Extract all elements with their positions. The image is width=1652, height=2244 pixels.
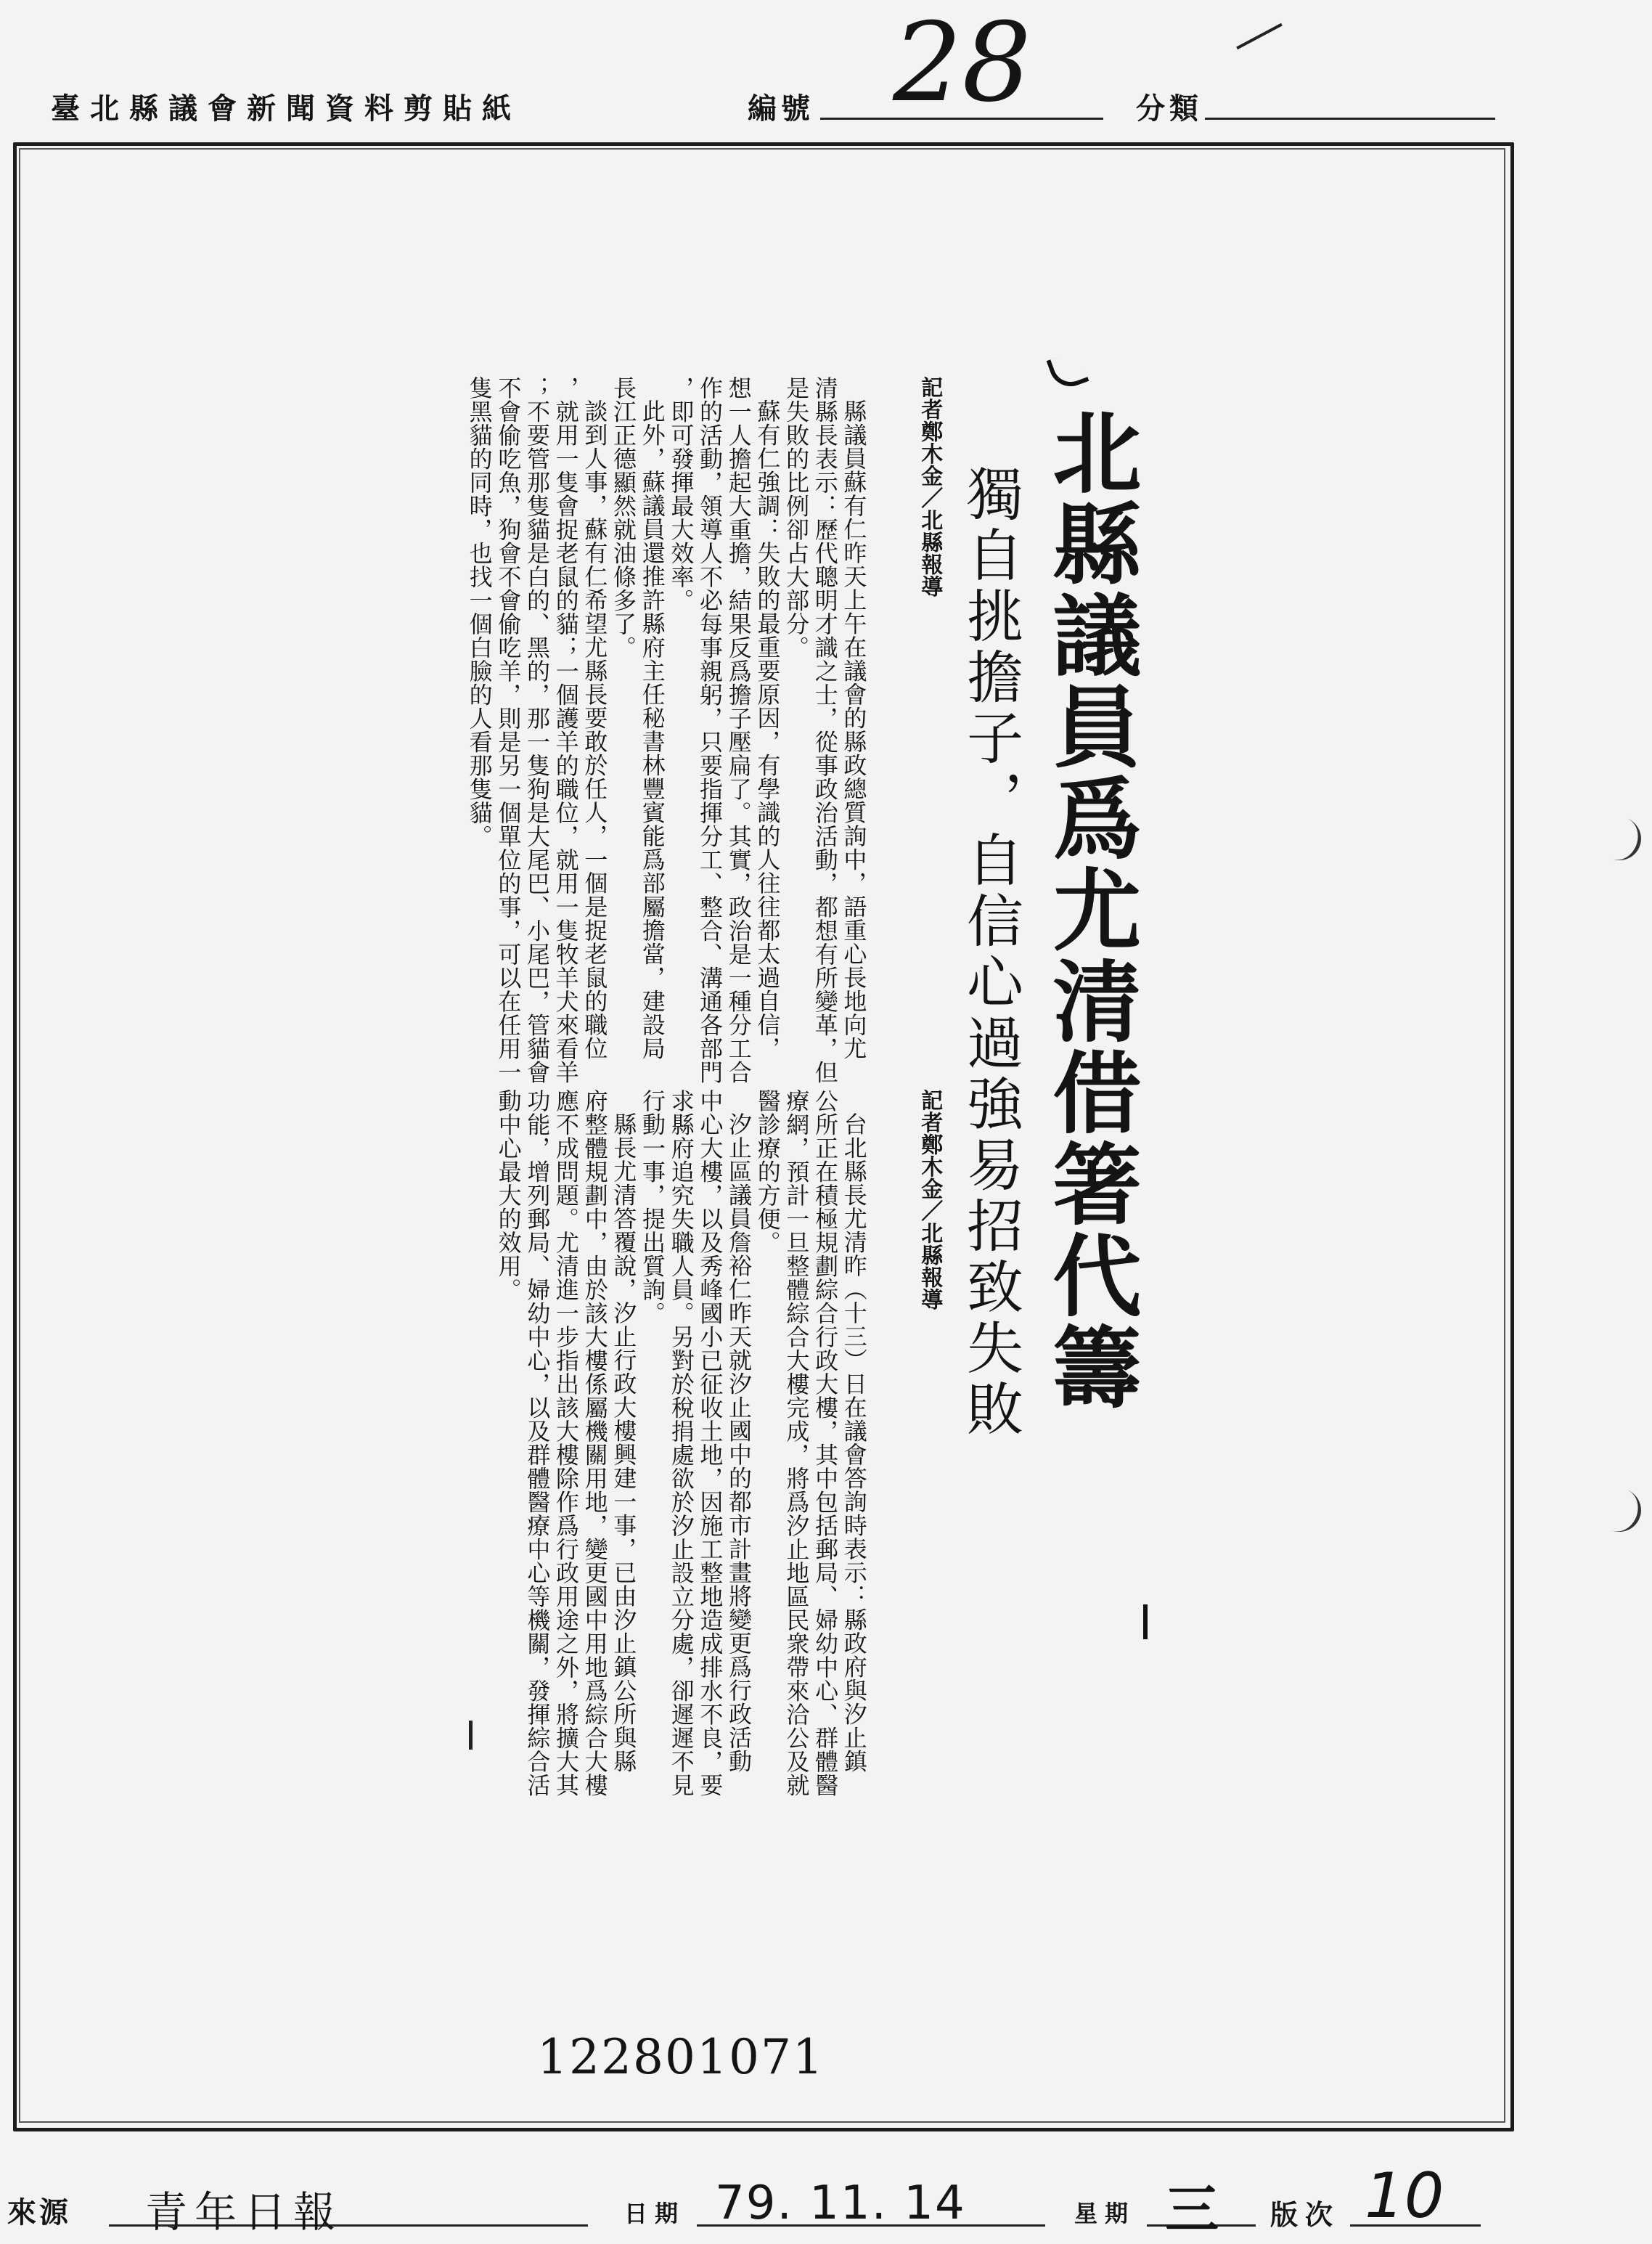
source-label: 來源 [7,2195,71,2229]
article1-para1-l1: 縣議員蘇有仁昨天上午在議會的縣政總質詢中，語重心長地向尤 [840,399,868,1060]
article1-para1-l2: 清縣長表示：歷代聰明才識之士，從事政治活動，都想有所變革，但 [811,376,839,1084]
category-field[interactable] [1205,116,1495,120]
article2-para1-l4: 醫診療的方便。 [753,1089,782,1254]
article1-para2-l2: 想一人擔起大重擔，結果反爲擔子壓扁了。其實，政治是一種分工合 [724,376,753,1084]
form-title: 臺北縣議會新聞資料剪貼紙 [51,91,521,126]
article1-headline: 北縣議員爲尤清借箸代籌 [1038,407,1141,1413]
page-label: 版次 [1270,2198,1341,2231]
number-label: 編號 [748,91,814,126]
article1-body [465,376,868,1084]
clip-bracket-right [1143,1604,1148,1639]
date-label: 日期 [624,2200,686,2227]
article2-para3-l3: 應不成問題。尤清進一步指出該大樓除作爲行政用途之外，將擴大其 [552,1089,581,1797]
weekday-label: 星期 [1074,2200,1136,2227]
article1-para2-l4: ，即可發揮最大效率。 [667,376,695,612]
article1-para4-l3: ；不要管那隻貓是白的、黑的，那一隻狗是大尾巴、小尾巴，管貓會 [523,376,552,1084]
article2-para1-l1: 台北縣長尤清昨（十三）日在議會答詢時表示：縣政府與汐止鎮 [840,1112,868,1773]
article2-para1-l2: 公所正在積極規劃綜合行政大樓，其中包括郵局、婦幼中心、群體醫 [811,1089,840,1797]
article2-para3-l1: 縣長尤清答覆說，汐止行政大樓興建一事，已由汐止鎮公所與縣 [610,1112,638,1773]
article1-para3-l1: 此外，蘇議員還推許縣府主任秘書林豐賓能爲部屬擔當，建設局 [638,399,666,1060]
article1-para4-l5: 隻黑貓的同時，也找一個白臉的人看那隻貓。 [465,376,494,848]
article1-para4-l4: 不會偷吃魚，狗會不會偷吃羊，則是另一個單位的事，可以在任用一 [494,376,523,1084]
article1-para2-l3: 作的活動，領導人不必每事親躬，只要指揮分工、整合、溝通各部門 [696,376,724,1084]
clip-tick-left [469,1721,473,1750]
article2-para3-l2: 府整體規劃中，由於該大樓係屬機關用地，變更國中用地爲綜合大樓 [581,1089,609,1797]
pen-stroke-mark [1236,23,1283,49]
article2-para1-l3: 療網，預計一旦整體綜合大樓完成，將爲汐止地區民衆帶來洽公及就 [782,1089,811,1797]
page-value: 10 [1365,2160,1444,2232]
document-id: 122801071 [537,2029,825,2085]
binder-hole-bottom [1591,1482,1648,1538]
article2-para3-l5: 動中心最大的效用。 [494,1089,523,1302]
article1-subhead: 獨自挑擔子，自信心過強易招致失敗 [957,465,1023,1440]
article1-para4-l1: 談到人事，蘇有仁希望尤縣長要敢於任人，一個是捉老鼠的職位 [581,399,609,1060]
article1-para1-l3: 是失敗的比例卻占大部分。 [782,376,811,659]
date-value: 79. 11. 14 [715,2176,966,2230]
article1-byline: 記者鄭木金／北縣報導 [917,376,943,597]
article1-para2-l1: 蘇有仁強調：失敗的最重要原因，有學識的人往往都太過自信， [753,399,782,1060]
article2-byline: 記者鄭木金／北縣報導 [917,1089,943,1310]
category-label: 分類 [1136,91,1203,126]
number-value: 28 [893,0,1031,126]
article2-para2-l1: 汐止區議員詹裕仁昨天就汐止國中的都市計畫將變更爲行政活動 [725,1112,753,1773]
article1-para3-l2: 長江正德顯然就油條多了。 [610,376,638,659]
article2-body [494,1089,868,1797]
article1-para4-l2: ，就用一隻會捉老鼠的貓；一個護羊的職位，就用一隻牧羊犬來看羊 [552,376,580,1084]
article2-para2-l2: 中心大樓，以及秀峰國小已征收土地，因施工整地造成排水不良，要 [696,1089,724,1797]
article2-para2-l4: 行動一事，提出質詢。 [639,1089,667,1325]
source-value: 青年日報 [145,2187,343,2237]
article2-para3-l4: 功能，增列郵局、婦幼中心，以及群體醫療中心等機關，發揮綜合活 [523,1089,552,1797]
article2-para2-l3: 求縣府追究失職人員。另對於稅捐處欲於汐止設立分處，卻遲遲不見 [667,1089,695,1797]
weekday-value: 三 [1165,2179,1219,2241]
binder-hole-top [1591,810,1648,866]
